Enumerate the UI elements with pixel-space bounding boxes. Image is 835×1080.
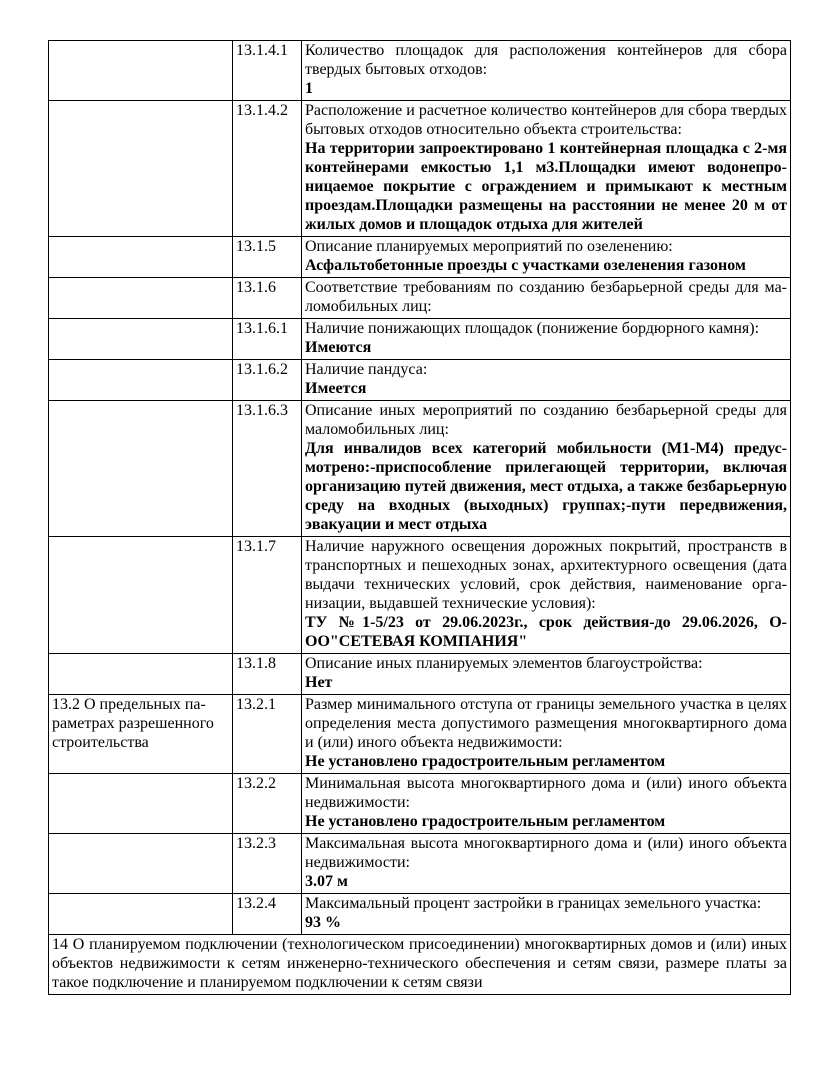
field-label: Максимальная высота многоквартирного дома и (или) иного объекта недвижимости: bbox=[305, 835, 787, 871]
section-cell: 13.2 О предельных параметрах разрешенного строительства bbox=[49, 695, 233, 774]
field-value: Не установлено градостроительным регламентом bbox=[305, 753, 666, 770]
field-label: Соответствие требованиям по созданию безбарьерной среды для маломобильных лиц: bbox=[305, 279, 787, 315]
row-code: 13.1.4.1 bbox=[233, 41, 302, 101]
field-value: 93 % bbox=[305, 914, 341, 931]
content-cell bbox=[302, 278, 791, 319]
row-code: 13.1.4.2 bbox=[233, 101, 302, 237]
content-cell bbox=[302, 360, 791, 401]
row-code: 13.1.6.2 bbox=[233, 360, 302, 401]
field-value: Имеются bbox=[305, 339, 372, 356]
row-code: 13.1.6 bbox=[233, 278, 302, 319]
content-cell bbox=[302, 695, 791, 774]
row-code: 13.2.2 bbox=[233, 774, 302, 834]
table-row bbox=[49, 654, 791, 695]
table-row bbox=[49, 237, 791, 278]
section-14-heading: 14 О планируемом подключении (технологическом присоединении) многоквартирных домов и (или) иных объектов недвижимости к сетям инженерно-технического обеспечения и сетям связи, размере платы за такое подключение и планируемом подключении к сетям связи bbox=[52, 936, 787, 991]
row-code: 13.2.4 bbox=[233, 894, 302, 935]
field-label: Наличие пандуса: bbox=[305, 361, 428, 378]
content-cell bbox=[302, 537, 791, 654]
table-row bbox=[49, 278, 791, 319]
content-cell bbox=[302, 319, 791, 360]
section-cell bbox=[49, 41, 233, 101]
row-code: 13.1.5 bbox=[233, 237, 302, 278]
field-value: Нет bbox=[305, 674, 333, 691]
field-label: Количество площадок для расположения контейнеров для сбора твердых бытовых отходов: bbox=[305, 42, 787, 78]
document-page bbox=[48, 40, 790, 995]
field-label: Наличие понижающих площадок (понижение бордюрного камня): bbox=[305, 320, 760, 337]
field-value: Асфальтобетонные проезды с участками озеленения газоном bbox=[305, 257, 746, 274]
section-cell bbox=[49, 894, 233, 935]
field-label: Размер минимального отступа от границы земельного участка в целях определения места допустимого размещения многоквартирного дома и (или) иного объекта недвижимости: bbox=[305, 696, 787, 751]
project-declaration-table bbox=[48, 40, 791, 995]
row-code: 13.1.8 bbox=[233, 654, 302, 695]
field-value: Не установлено градостроительным регламентом bbox=[305, 813, 666, 830]
field-value: Имеется bbox=[305, 380, 367, 397]
field-label: Минимальная высота многоквартирного дома и (или) иного объекта недвижимости: bbox=[305, 775, 787, 811]
field-value: ТУ №1-5/23 от 29.06.2023г., срок действия-до 29.06.2026, ООО"СЕТЕВАЯ КОМПАНИЯ" bbox=[305, 614, 787, 650]
row-code: 13.2.3 bbox=[233, 834, 302, 894]
section-cell bbox=[49, 360, 233, 401]
section-cell bbox=[49, 774, 233, 834]
table-row bbox=[49, 894, 791, 935]
table-row bbox=[49, 41, 791, 101]
row-code: 13.1.6.1 bbox=[233, 319, 302, 360]
table-row bbox=[49, 401, 791, 537]
content-cell bbox=[302, 774, 791, 834]
field-label: Описание планируемых мероприятий по озеленению: bbox=[305, 238, 673, 255]
content-cell bbox=[302, 237, 791, 278]
section-cell bbox=[49, 401, 233, 537]
field-label: Расположение и расчетное количество контейнеров для сбора твердых бытовых отходов относительно объекта строительства: bbox=[305, 102, 787, 138]
table-row bbox=[49, 101, 791, 237]
field-label: Максимальный процент застройки в границах земельного участка: bbox=[305, 895, 762, 912]
field-label: Описание иных планируемых элементов благоустройства: bbox=[305, 655, 703, 672]
field-value: 3.07 м bbox=[305, 873, 348, 890]
content-cell bbox=[302, 41, 791, 101]
section-cell bbox=[49, 319, 233, 360]
content-cell bbox=[302, 101, 791, 237]
section-cell bbox=[49, 278, 233, 319]
table-row bbox=[49, 360, 791, 401]
content-cell bbox=[302, 401, 791, 537]
section-cell bbox=[49, 537, 233, 654]
section-cell bbox=[49, 654, 233, 695]
row-code: 13.1.7 bbox=[233, 537, 302, 654]
content-cell bbox=[302, 894, 791, 935]
section-14-cell bbox=[49, 935, 791, 995]
table-row bbox=[49, 774, 791, 834]
field-value: На территории запроектировано 1 контейнерная площадка с 2-мя контейнерами емкостью 1,1 м3.Площадки имеют водонепроницаемое покрытие с ограждением и примыкают к местным проездам.Площадки размещены на расстоянии не менее 20 м от жилых домов и площадок отдыха для жителей bbox=[305, 140, 787, 233]
row-code: 13.1.6.3 bbox=[233, 401, 302, 537]
table-row bbox=[49, 537, 791, 654]
section-cell bbox=[49, 101, 233, 237]
table-row bbox=[49, 695, 791, 774]
table-row bbox=[49, 319, 791, 360]
content-cell bbox=[302, 834, 791, 894]
content-cell bbox=[302, 654, 791, 695]
field-value: 1 bbox=[305, 80, 313, 97]
row-code: 13.2.1 bbox=[233, 695, 302, 774]
section-cell bbox=[49, 237, 233, 278]
table-row-section-14 bbox=[49, 935, 791, 995]
table-row bbox=[49, 834, 791, 894]
field-label: Описание иных мероприятий по созданию безбарьерной среды для маломобильных лиц: bbox=[305, 402, 787, 438]
field-label: Наличие наружного освещения дорожных покрытий, пространств в транспортных и пешеходных зонах, архитектурного освещения (дата выдачи технических условий, срок действия, наименование организации, выдавшей технические условия): bbox=[305, 538, 787, 612]
field-value: Для инвалидов всех категорий мобильности (М1-М4) предусмотрено:-приспособление прилегающей территории, включая организацию путей движения, мест отдыха, а также безбарьерную среду на входных (выходных) группах;-пути передвижения, эвакуации и мест отдыха bbox=[305, 440, 787, 533]
section-cell bbox=[49, 834, 233, 894]
